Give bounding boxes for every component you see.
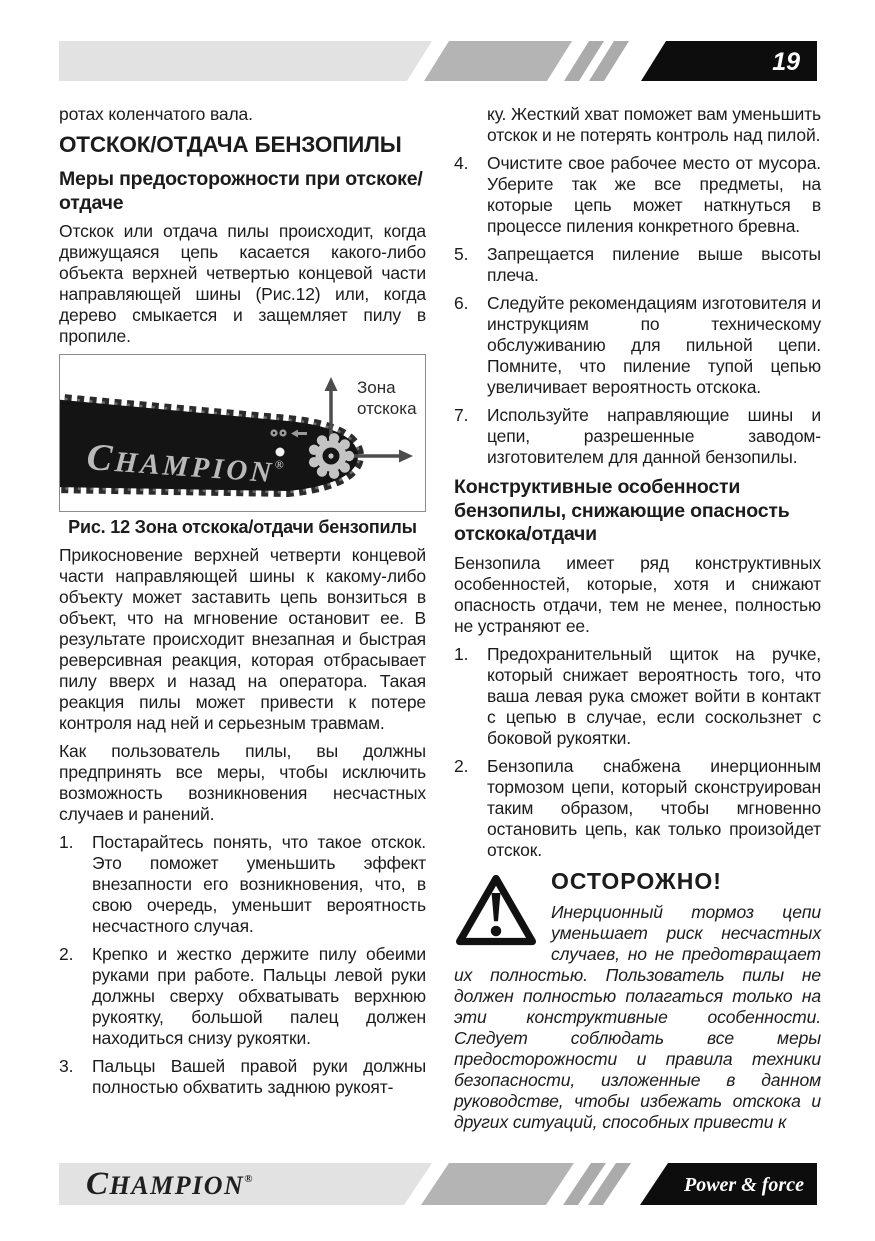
list-text: Очистите свое рабочее место от мусора. Уберите так же все предметы, на которые цепь может наткнуться в процессе пиления конкретного бревна. — [487, 153, 821, 236]
footer-bar — [0, 1163, 875, 1205]
list-text: Предохранительный щиток на ручке, который снижает вероятность того, что ваша левая рука сможет войти в контакт с цепью в случае, если соскользнет с боковой рукоятки. — [487, 643, 821, 748]
chainsaw-bar-illustration — [60, 355, 425, 511]
warning-title: ОСТОРОЖНО! — [551, 867, 722, 894]
footer-tagline: Power & force — [684, 1174, 804, 1196]
list-item — [59, 832, 426, 937]
list-number: 1. — [59, 832, 74, 852]
list-text: Следуйте рекомендациям изготовителя и инструкциям по техническому обслуживанию для пильной цепи. Помните, что пиление тупой цепью увеличивает вероятность отскока. — [487, 293, 821, 397]
paragraph: Отскок или отдача пилы происходит, когда движущаяся цепь касается какого-либо объекта верхней четвертью концевой части направляющей шины (Рис.12) или, когда дерево смыкается и защемляет пилу в пропиле. — [59, 221, 426, 346]
header-stripe-light — [59, 41, 432, 81]
list-number: 5. — [454, 244, 469, 264]
paragraph: Бензопила имеет ряд конструктивных особенностей, которые, хотя и снижают опасность отдачи, тем не менее, полностью не устраняют ее. — [454, 552, 821, 636]
stamp-arrow-left-icon — [297, 432, 307, 435]
paragraph: Как пользователь пилы, вы должны предпринять все меры, чтобы исключить возможность возникновения несчастных случаев и ранений. — [59, 741, 426, 824]
warning-block — [454, 868, 821, 1133]
list-number: 4. — [454, 153, 469, 173]
bar-brand-text: CHAMPION® — [85, 436, 288, 490]
champion-logo: CHAMPION® — [86, 1166, 254, 1202]
rivet-hole — [273, 432, 275, 434]
list-number: 3. — [59, 1056, 74, 1076]
list-item — [454, 756, 821, 861]
kickback-arrow-up-head — [325, 377, 338, 391]
zone-label: Зона отскока — [357, 378, 417, 418]
list-number: 7. — [454, 405, 469, 425]
rivet-hole — [282, 432, 284, 434]
list-text: Постарайтесь понять, что такое отскок. Это поможет уменьшить эффект внезапности его возникновения, что, в свою очередь, уменьшит вероятность несчастного случая. — [92, 832, 426, 936]
paragraph: Прикосновение верхней четверти концевой части направляющей шины к какому-либо объекту может заставить цепь вонзиться в объект, что на мгновение остановит ее. В результате происходит внезапная и быстрая реверсивная реакция, которая отбрасывает пилу вверх и назад на оператора. Такая реакция пилы может привести к потере контроля над ней и серьезным травмам. — [59, 545, 426, 733]
list-item — [59, 944, 426, 1049]
section-title: ОТСКОК/ОТДАЧА БЕНЗОПИЛЫ — [59, 132, 402, 157]
subsection-title-precautions: Меры предосторожности при отскоке/отдаче — [59, 168, 423, 214]
list-item — [454, 293, 821, 398]
list-item — [454, 244, 821, 286]
list-text: Запрещается пиление выше высоты плеча. — [487, 244, 821, 285]
page-number: 19 — [772, 48, 800, 76]
list-number: 1. — [454, 643, 469, 664]
kickback-arrow-right-head — [399, 450, 413, 463]
warning-text: Инерционный тормоз цепи уменьшает риск несчастных случаев, но не предотвращает их полностью. Пользователь пилы не должен полностью полагаться только на эти конструктивные особенности. Следует соблюдать все меры предосторожности и правила техники безопасности, изложенные в данном руководстве, чтобы избежать отскока и других ситуаций, способных привести к — [454, 901, 821, 1132]
list-text: Пальцы Вашей правой руки должны полностью обхватить заднюю рукоят- — [92, 1056, 426, 1097]
list-number: 6. — [454, 293, 469, 313]
header-stripe-mid — [424, 41, 572, 81]
warning-triangle-icon — [454, 871, 538, 949]
list-item — [454, 644, 821, 749]
list-text: Используйте направляющие шины и цепи, разрешенные заводом-изготовителем для данной бензопилы. — [487, 405, 821, 467]
carryover-text: ротах коленчатого вала. — [59, 104, 253, 124]
list-item — [454, 153, 821, 237]
header-bar — [0, 41, 875, 81]
left-column — [59, 104, 426, 1105]
list-number: 2. — [59, 944, 74, 964]
list-item-continuation — [454, 104, 821, 146]
bar-hole — [276, 448, 285, 457]
list-text: ку. Жесткий хват поможет вам уменьшить отскок и не потерять контроль над пилой. — [487, 104, 821, 145]
list-text: Крепко и жестко держите пилу обеими руками при работе. Пальцы левой руки должны сверху обхватывать верхнюю рукоятку, большой палец должен находиться снизу рукоятки. — [92, 944, 426, 1048]
list-item — [454, 405, 821, 468]
figure-kickback-zone — [59, 354, 426, 512]
list-text: Бензопила снабжена инерционным тормозом цепи, который сконструирован таким образом, чтобы мгновенно остановить цепь, как только произойдет отскок. — [487, 755, 821, 860]
list-item — [59, 1056, 426, 1098]
footer-stripe-mid — [421, 1163, 574, 1205]
subsection-title-design-features: Конструктивные особенности бензопилы, снижающие опасность отскока/отдачи — [454, 476, 790, 545]
figure-caption: Рис. 12 Зона отскока/отдачи бензопилы — [68, 517, 417, 537]
right-column — [454, 104, 821, 1133]
list-number: 2. — [454, 755, 469, 776]
